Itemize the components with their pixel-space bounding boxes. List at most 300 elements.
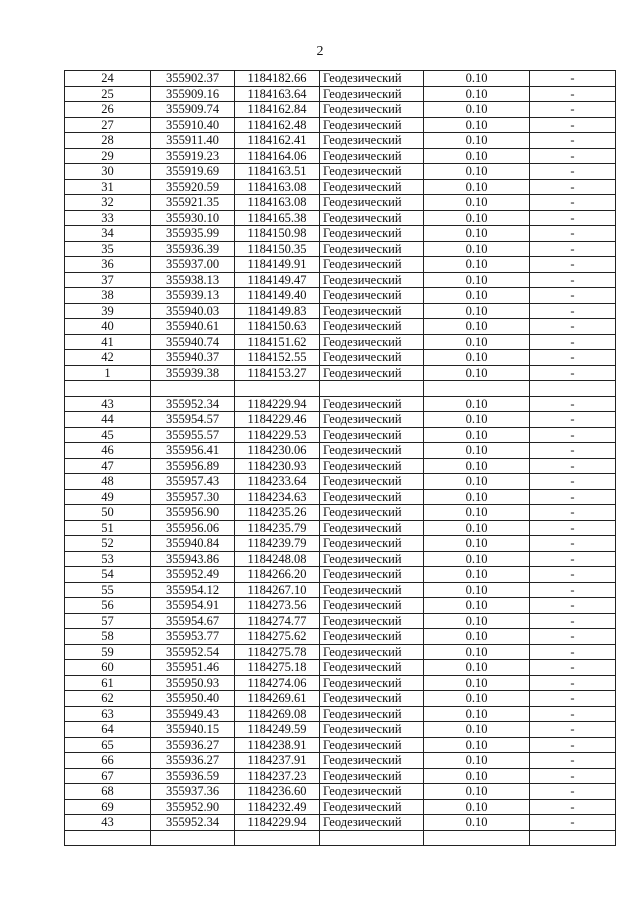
method-cell: Геодезический <box>320 691 424 707</box>
method-cell: Геодезический <box>320 412 424 428</box>
method-cell: Геодезический <box>320 334 424 350</box>
method-cell: Геодезический <box>320 551 424 567</box>
description-cell: - <box>530 71 616 87</box>
accuracy-cell: 0.10 <box>424 474 530 490</box>
table-cell <box>65 830 151 845</box>
coordinate-x-cell: 355950.40 <box>151 691 235 707</box>
point-number-cell: 30 <box>65 164 151 180</box>
accuracy-cell: 0.10 <box>424 303 530 319</box>
coordinate-y-cell: 1184273.56 <box>235 598 320 614</box>
page-number: 2 <box>316 44 324 59</box>
description-cell: - <box>530 474 616 490</box>
description-cell: - <box>530 303 616 319</box>
coordinate-y-cell: 1184149.47 <box>235 272 320 288</box>
coordinate-y-cell: 1184163.08 <box>235 179 320 195</box>
coordinate-y-cell: 1184233.64 <box>235 474 320 490</box>
point-number-cell: 25 <box>65 86 151 102</box>
coordinate-x-cell: 355911.40 <box>151 133 235 149</box>
table-row <box>65 675 616 691</box>
table-row <box>65 505 616 521</box>
method-cell: Геодезический <box>320 489 424 505</box>
accuracy-cell: 0.10 <box>424 598 530 614</box>
point-number-cell: 56 <box>65 598 151 614</box>
method-cell: Геодезический <box>320 195 424 211</box>
table-row <box>65 350 616 366</box>
coordinate-y-cell: 1184153.27 <box>235 365 320 381</box>
description-cell: - <box>530 319 616 335</box>
point-number-cell: 33 <box>65 210 151 226</box>
description-cell: - <box>530 86 616 102</box>
accuracy-cell: 0.10 <box>424 179 530 195</box>
coordinate-y-cell: 1184238.91 <box>235 737 320 753</box>
coordinate-x-cell: 355939.13 <box>151 288 235 304</box>
method-cell: Геодезический <box>320 644 424 660</box>
accuracy-cell: 0.10 <box>424 691 530 707</box>
coordinate-y-cell: 1184275.62 <box>235 629 320 645</box>
point-number-cell: 26 <box>65 102 151 118</box>
description-cell: - <box>530 365 616 381</box>
table-row <box>65 226 616 242</box>
table-row <box>65 148 616 164</box>
coordinate-y-cell: 1184149.83 <box>235 303 320 319</box>
accuracy-cell: 0.10 <box>424 505 530 521</box>
accuracy-cell: 0.10 <box>424 753 530 769</box>
description-cell: - <box>530 412 616 428</box>
coordinate-y-cell: 1184274.77 <box>235 613 320 629</box>
accuracy-cell: 0.10 <box>424 629 530 645</box>
point-number-cell: 43 <box>65 815 151 831</box>
description-cell: - <box>530 489 616 505</box>
coordinate-x-cell: 355943.86 <box>151 551 235 567</box>
accuracy-cell: 0.10 <box>424 288 530 304</box>
coordinate-x-cell: 355949.43 <box>151 706 235 722</box>
table-row <box>65 288 616 304</box>
point-number-cell: 58 <box>65 629 151 645</box>
coordinate-y-cell: 1184266.20 <box>235 567 320 583</box>
table-row <box>65 691 616 707</box>
point-number-cell: 53 <box>65 551 151 567</box>
method-cell: Геодезический <box>320 117 424 133</box>
description-cell: - <box>530 226 616 242</box>
accuracy-cell: 0.10 <box>424 350 530 366</box>
table-cell <box>424 381 530 397</box>
coordinate-y-cell: 1184249.59 <box>235 722 320 738</box>
method-cell: Геодезический <box>320 241 424 257</box>
coordinate-y-cell: 1184275.78 <box>235 644 320 660</box>
point-number-cell: 35 <box>65 241 151 257</box>
table-row <box>65 598 616 614</box>
accuracy-cell: 0.10 <box>424 660 530 676</box>
method-cell: Геодезический <box>320 443 424 459</box>
table-row <box>65 86 616 102</box>
method-cell: Геодезический <box>320 71 424 87</box>
coordinate-x-cell: 355935.99 <box>151 226 235 242</box>
accuracy-cell: 0.10 <box>424 567 530 583</box>
coordinate-x-cell: 355956.90 <box>151 505 235 521</box>
point-number-cell: 64 <box>65 722 151 738</box>
coordinate-y-cell: 1184150.98 <box>235 226 320 242</box>
accuracy-cell: 0.10 <box>424 117 530 133</box>
table-row <box>65 164 616 180</box>
method-cell: Геодезический <box>320 458 424 474</box>
table-row <box>65 117 616 133</box>
coordinate-x-cell: 355954.12 <box>151 582 235 598</box>
coordinate-x-cell: 355936.59 <box>151 768 235 784</box>
coordinate-y-cell: 1184239.79 <box>235 536 320 552</box>
accuracy-cell: 0.10 <box>424 551 530 567</box>
method-cell: Геодезический <box>320 474 424 490</box>
accuracy-cell: 0.10 <box>424 272 530 288</box>
point-number-cell: 57 <box>65 613 151 629</box>
point-number-cell: 67 <box>65 768 151 784</box>
description-cell: - <box>530 195 616 211</box>
accuracy-cell: 0.10 <box>424 706 530 722</box>
coordinate-x-cell: 355954.57 <box>151 412 235 428</box>
accuracy-cell: 0.10 <box>424 815 530 831</box>
accuracy-cell: 0.10 <box>424 536 530 552</box>
coordinate-x-cell: 355939.38 <box>151 365 235 381</box>
table-row <box>65 210 616 226</box>
coordinate-y-cell: 1184269.61 <box>235 691 320 707</box>
table-cell <box>530 830 616 845</box>
description-cell: - <box>530 210 616 226</box>
description-cell: - <box>530 350 616 366</box>
method-cell: Геодезический <box>320 660 424 676</box>
coordinate-x-cell: 355955.57 <box>151 427 235 443</box>
point-number-cell: 45 <box>65 427 151 443</box>
table-row <box>65 768 616 784</box>
method-cell: Геодезический <box>320 737 424 753</box>
accuracy-cell: 0.10 <box>424 148 530 164</box>
coordinate-y-cell: 1184162.48 <box>235 117 320 133</box>
description-cell: - <box>530 396 616 412</box>
description-cell: - <box>530 427 616 443</box>
method-cell: Геодезический <box>320 365 424 381</box>
coordinate-x-cell: 355930.10 <box>151 210 235 226</box>
accuracy-cell: 0.10 <box>424 319 530 335</box>
description-cell: - <box>530 164 616 180</box>
description-cell: - <box>530 458 616 474</box>
coordinate-x-cell: 355936.27 <box>151 753 235 769</box>
description-cell: - <box>530 737 616 753</box>
description-cell: - <box>530 753 616 769</box>
method-cell: Геодезический <box>320 86 424 102</box>
table-row <box>65 722 616 738</box>
accuracy-cell: 0.10 <box>424 768 530 784</box>
point-number-cell: 42 <box>65 350 151 366</box>
table-row <box>65 629 616 645</box>
coordinate-y-cell: 1184163.64 <box>235 86 320 102</box>
coordinate-x-cell: 355954.67 <box>151 613 235 629</box>
accuracy-cell: 0.10 <box>424 427 530 443</box>
coordinate-x-cell: 355921.35 <box>151 195 235 211</box>
method-cell: Геодезический <box>320 784 424 800</box>
accuracy-cell: 0.10 <box>424 737 530 753</box>
description-cell: - <box>530 102 616 118</box>
table-row <box>65 737 616 753</box>
table-row <box>65 241 616 257</box>
method-cell: Геодезический <box>320 753 424 769</box>
point-number-cell: 43 <box>65 396 151 412</box>
table-cell <box>320 381 424 397</box>
description-cell: - <box>530 629 616 645</box>
point-number-cell: 65 <box>65 737 151 753</box>
table-row <box>65 443 616 459</box>
accuracy-cell: 0.10 <box>424 443 530 459</box>
coordinate-x-cell: 355940.15 <box>151 722 235 738</box>
accuracy-cell: 0.10 <box>424 86 530 102</box>
description-cell: - <box>530 551 616 567</box>
coordinate-y-cell: 1184269.08 <box>235 706 320 722</box>
table-row <box>65 815 616 831</box>
method-cell: Геодезический <box>320 272 424 288</box>
point-number-cell: 40 <box>65 319 151 335</box>
method-cell: Геодезический <box>320 598 424 614</box>
point-number-cell: 29 <box>65 148 151 164</box>
point-number-cell: 62 <box>65 691 151 707</box>
coordinate-y-cell: 1184165.38 <box>235 210 320 226</box>
coordinate-y-cell: 1184235.79 <box>235 520 320 536</box>
method-cell: Геодезический <box>320 582 424 598</box>
coordinate-x-cell: 355940.61 <box>151 319 235 335</box>
point-number-cell: 50 <box>65 505 151 521</box>
point-number-cell: 69 <box>65 799 151 815</box>
point-number-cell: 39 <box>65 303 151 319</box>
point-number-cell: 66 <box>65 753 151 769</box>
method-cell: Геодезический <box>320 210 424 226</box>
description-cell: - <box>530 443 616 459</box>
coordinate-x-cell: 355919.69 <box>151 164 235 180</box>
table-row <box>65 660 616 676</box>
table-row <box>65 133 616 149</box>
coordinate-y-cell: 1184237.23 <box>235 768 320 784</box>
coordinate-x-cell: 355919.23 <box>151 148 235 164</box>
table-cell <box>235 830 320 845</box>
description-cell: - <box>530 179 616 195</box>
coordinate-x-cell: 355937.36 <box>151 784 235 800</box>
coordinate-x-cell: 355954.91 <box>151 598 235 614</box>
point-number-cell: 34 <box>65 226 151 242</box>
accuracy-cell: 0.10 <box>424 210 530 226</box>
method-cell: Геодезический <box>320 319 424 335</box>
point-number-cell: 61 <box>65 675 151 691</box>
point-number-cell: 52 <box>65 536 151 552</box>
coordinate-y-cell: 1184150.35 <box>235 241 320 257</box>
table-row <box>65 195 616 211</box>
coordinate-y-cell: 1184267.10 <box>235 582 320 598</box>
coordinate-x-cell: 355940.37 <box>151 350 235 366</box>
coordinate-y-cell: 1184150.63 <box>235 319 320 335</box>
point-number-cell: 54 <box>65 567 151 583</box>
table-row <box>65 412 616 428</box>
coordinate-y-cell: 1184232.49 <box>235 799 320 815</box>
method-cell: Геодезический <box>320 706 424 722</box>
coordinate-x-cell: 355951.46 <box>151 660 235 676</box>
table-row <box>65 474 616 490</box>
table-row <box>65 71 616 87</box>
point-number-cell: 46 <box>65 443 151 459</box>
coordinates-table <box>64 70 616 846</box>
table-row <box>65 427 616 443</box>
table-row <box>65 179 616 195</box>
point-number-cell: 1 <box>65 365 151 381</box>
method-cell: Геодезический <box>320 613 424 629</box>
method-cell: Геодезический <box>320 257 424 273</box>
accuracy-cell: 0.10 <box>424 799 530 815</box>
accuracy-cell: 0.10 <box>424 613 530 629</box>
point-number-cell: 37 <box>65 272 151 288</box>
accuracy-cell: 0.10 <box>424 195 530 211</box>
method-cell: Геодезический <box>320 799 424 815</box>
description-cell: - <box>530 582 616 598</box>
point-number-cell: 32 <box>65 195 151 211</box>
description-cell: - <box>530 644 616 660</box>
accuracy-cell: 0.10 <box>424 784 530 800</box>
coordinate-y-cell: 1184235.26 <box>235 505 320 521</box>
table-row <box>65 613 616 629</box>
point-number-cell: 27 <box>65 117 151 133</box>
coordinate-x-cell: 355956.89 <box>151 458 235 474</box>
table-cell <box>530 381 616 397</box>
table-row-empty-bottom <box>65 830 616 845</box>
description-cell: - <box>530 768 616 784</box>
table-row <box>65 334 616 350</box>
description-cell: - <box>530 799 616 815</box>
description-cell: - <box>530 660 616 676</box>
method-cell: Геодезический <box>320 396 424 412</box>
point-number-cell: 49 <box>65 489 151 505</box>
coordinate-y-cell: 1184164.06 <box>235 148 320 164</box>
table-row-separator <box>65 381 616 397</box>
accuracy-cell: 0.10 <box>424 102 530 118</box>
point-number-cell: 48 <box>65 474 151 490</box>
table-cell <box>320 830 424 845</box>
description-cell: - <box>530 505 616 521</box>
point-number-cell: 41 <box>65 334 151 350</box>
table-row <box>65 784 616 800</box>
coordinate-y-cell: 1184229.94 <box>235 396 320 412</box>
coordinate-y-cell: 1184230.06 <box>235 443 320 459</box>
description-cell: - <box>530 272 616 288</box>
description-cell: - <box>530 784 616 800</box>
method-cell: Геодезический <box>320 536 424 552</box>
table-cell <box>424 830 530 845</box>
table-row <box>65 753 616 769</box>
accuracy-cell: 0.10 <box>424 241 530 257</box>
coordinate-x-cell: 355952.54 <box>151 644 235 660</box>
coordinate-y-cell: 1184152.55 <box>235 350 320 366</box>
coordinate-y-cell: 1184163.08 <box>235 195 320 211</box>
method-cell: Геодезический <box>320 768 424 784</box>
table-row <box>65 102 616 118</box>
point-number-cell: 63 <box>65 706 151 722</box>
point-number-cell: 55 <box>65 582 151 598</box>
table-cell <box>151 381 235 397</box>
coordinate-x-cell: 355952.90 <box>151 799 235 815</box>
coordinate-x-cell: 355956.41 <box>151 443 235 459</box>
accuracy-cell: 0.10 <box>424 226 530 242</box>
table-row <box>65 257 616 273</box>
coordinates-table-body <box>65 71 616 846</box>
table-row <box>65 365 616 381</box>
coordinate-x-cell: 355910.40 <box>151 117 235 133</box>
method-cell: Геодезический <box>320 815 424 831</box>
coordinate-y-cell: 1184162.41 <box>235 133 320 149</box>
point-number-cell: 31 <box>65 179 151 195</box>
coordinate-y-cell: 1184234.63 <box>235 489 320 505</box>
point-number-cell: 28 <box>65 133 151 149</box>
coordinate-y-cell: 1184149.91 <box>235 257 320 273</box>
coordinate-y-cell: 1184229.46 <box>235 412 320 428</box>
coordinate-x-cell: 355938.13 <box>151 272 235 288</box>
coordinate-x-cell: 355957.30 <box>151 489 235 505</box>
accuracy-cell: 0.10 <box>424 257 530 273</box>
table-row <box>65 706 616 722</box>
point-number-cell: 44 <box>65 412 151 428</box>
coordinate-x-cell: 355902.37 <box>151 71 235 87</box>
accuracy-cell: 0.10 <box>424 644 530 660</box>
method-cell: Геодезический <box>320 675 424 691</box>
table-row <box>65 644 616 660</box>
method-cell: Геодезический <box>320 133 424 149</box>
point-number-cell: 24 <box>65 71 151 87</box>
table-row <box>65 582 616 598</box>
description-cell: - <box>530 334 616 350</box>
point-number-cell: 36 <box>65 257 151 273</box>
accuracy-cell: 0.10 <box>424 164 530 180</box>
coordinate-x-cell: 355957.43 <box>151 474 235 490</box>
coordinate-y-cell: 1184229.94 <box>235 815 320 831</box>
description-cell: - <box>530 567 616 583</box>
table-row <box>65 520 616 536</box>
coordinate-x-cell: 355952.49 <box>151 567 235 583</box>
description-cell: - <box>530 613 616 629</box>
table-row <box>65 319 616 335</box>
description-cell: - <box>530 536 616 552</box>
method-cell: Геодезический <box>320 303 424 319</box>
accuracy-cell: 0.10 <box>424 582 530 598</box>
coordinate-y-cell: 1184149.40 <box>235 288 320 304</box>
coordinate-y-cell: 1184236.60 <box>235 784 320 800</box>
coordinate-y-cell: 1184237.91 <box>235 753 320 769</box>
coordinate-y-cell: 1184275.18 <box>235 660 320 676</box>
coordinate-x-cell: 355909.74 <box>151 102 235 118</box>
method-cell: Геодезический <box>320 102 424 118</box>
coordinate-y-cell: 1184162.84 <box>235 102 320 118</box>
table-row <box>65 303 616 319</box>
accuracy-cell: 0.10 <box>424 71 530 87</box>
description-cell: - <box>530 241 616 257</box>
accuracy-cell: 0.10 <box>424 396 530 412</box>
table-row <box>65 799 616 815</box>
description-cell: - <box>530 691 616 707</box>
method-cell: Геодезический <box>320 226 424 242</box>
table-row <box>65 272 616 288</box>
table-row <box>65 551 616 567</box>
coordinate-x-cell: 355952.34 <box>151 396 235 412</box>
table-cell <box>235 381 320 397</box>
method-cell: Геодезический <box>320 722 424 738</box>
point-number-cell: 68 <box>65 784 151 800</box>
accuracy-cell: 0.10 <box>424 334 530 350</box>
description-cell: - <box>530 117 616 133</box>
coordinate-x-cell: 355956.06 <box>151 520 235 536</box>
method-cell: Геодезический <box>320 629 424 645</box>
table-row <box>65 458 616 474</box>
point-number-cell: 51 <box>65 520 151 536</box>
description-cell: - <box>530 706 616 722</box>
accuracy-cell: 0.10 <box>424 365 530 381</box>
